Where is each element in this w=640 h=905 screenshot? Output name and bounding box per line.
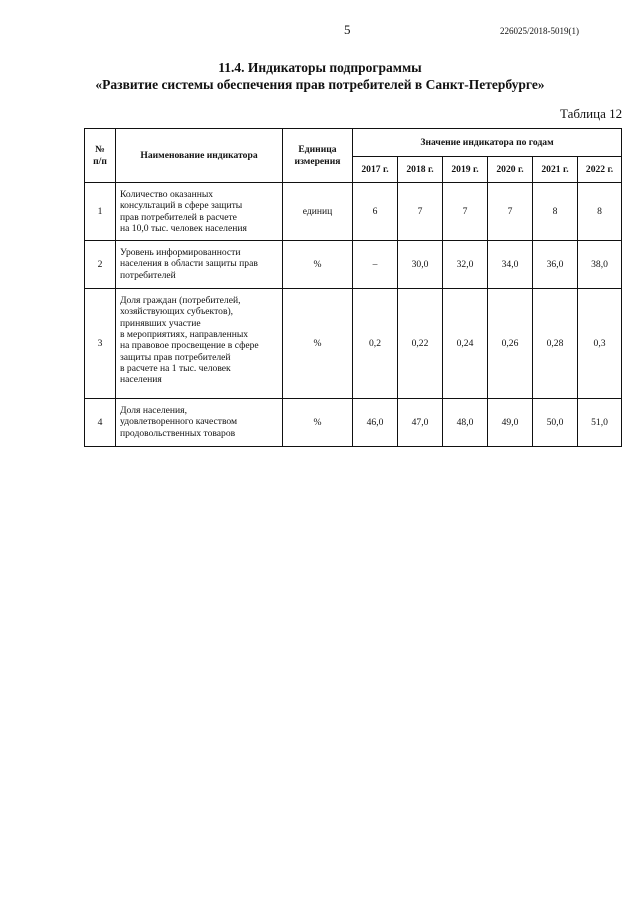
indicator-name: Количество оказанных консультаций в сфере защиты прав потребителей в расчете на 10,0 тыс. человек населения — [116, 183, 283, 241]
value-cell: 36,0 — [533, 241, 578, 289]
value-cell: 0,3 — [578, 289, 622, 399]
indicator-unit: % — [283, 399, 353, 447]
value-cell: 8 — [533, 183, 578, 241]
value-cell: 49,0 — [488, 399, 533, 447]
value-cell: 38,0 — [578, 241, 622, 289]
value-cell: 7 — [443, 183, 488, 241]
indicators-table — [84, 128, 622, 447]
section-title: 11.4. Индикаторы подпрограммы — [218, 60, 422, 75]
header-unit: Единица измерения — [283, 129, 353, 183]
header-year: 2022 г. — [578, 157, 622, 183]
table-row — [85, 399, 622, 447]
indicator-name: Уровень информированности населения в области защиты прав потребителей — [116, 241, 283, 289]
value-cell: 7 — [488, 183, 533, 241]
value-cell: 0,28 — [533, 289, 578, 399]
header-year: 2019 г. — [443, 157, 488, 183]
value-cell: 0,2 — [353, 289, 398, 399]
row-num: 2 — [85, 241, 116, 289]
header-year: 2018 г. — [398, 157, 443, 183]
indicator-unit: единиц — [283, 183, 353, 241]
value-cell: 47,0 — [398, 399, 443, 447]
header-year: 2021 г. — [533, 157, 578, 183]
header-values-group: Значение индикатора по годам — [353, 129, 622, 157]
table-row — [85, 183, 622, 241]
table-row — [85, 289, 622, 399]
value-cell: 46,0 — [353, 399, 398, 447]
table-label: Таблица 12 — [560, 106, 623, 121]
header-year: 2020 г. — [488, 157, 533, 183]
value-cell: 8 — [578, 183, 622, 241]
value-cell: 51,0 — [578, 399, 622, 447]
value-cell: 50,0 — [533, 399, 578, 447]
row-num: 4 — [85, 399, 116, 447]
indicator-name: Доля граждан (потребителей, хозяйствующих субъектов), принявших участие в мероприятиях, направленных на правовое просвещение в сфере защиты прав потребителей в расчете на 1 тыс. человек населения — [116, 289, 283, 399]
document-code: 226025/2018-5019(1) — [500, 26, 579, 36]
value-cell: 0,24 — [443, 289, 488, 399]
header-name: Наименование индикатора — [116, 129, 283, 183]
page-number: 5 — [344, 22, 351, 37]
value-cell: 0,26 — [488, 289, 533, 399]
value-cell: 32,0 — [443, 241, 488, 289]
value-cell: 34,0 — [488, 241, 533, 289]
value-cell: 30,0 — [398, 241, 443, 289]
value-cell: 6 — [353, 183, 398, 241]
indicator-name: Доля населения, удовлетворенного качеством продовольственных товаров — [116, 399, 283, 447]
value-cell: 7 — [398, 183, 443, 241]
value-cell: 48,0 — [443, 399, 488, 447]
indicator-unit: % — [283, 241, 353, 289]
header-num: № п/п — [85, 129, 116, 183]
header-year: 2017 г. — [353, 157, 398, 183]
row-num: 1 — [85, 183, 116, 241]
indicator-unit: % — [283, 289, 353, 399]
table-row — [85, 241, 622, 289]
value-cell: 0,22 — [398, 289, 443, 399]
section-subtitle: «Развитие системы обеспечения прав потребителей в Санкт-Петербурге» — [95, 77, 545, 92]
row-num: 3 — [85, 289, 116, 399]
value-cell: – — [353, 241, 398, 289]
